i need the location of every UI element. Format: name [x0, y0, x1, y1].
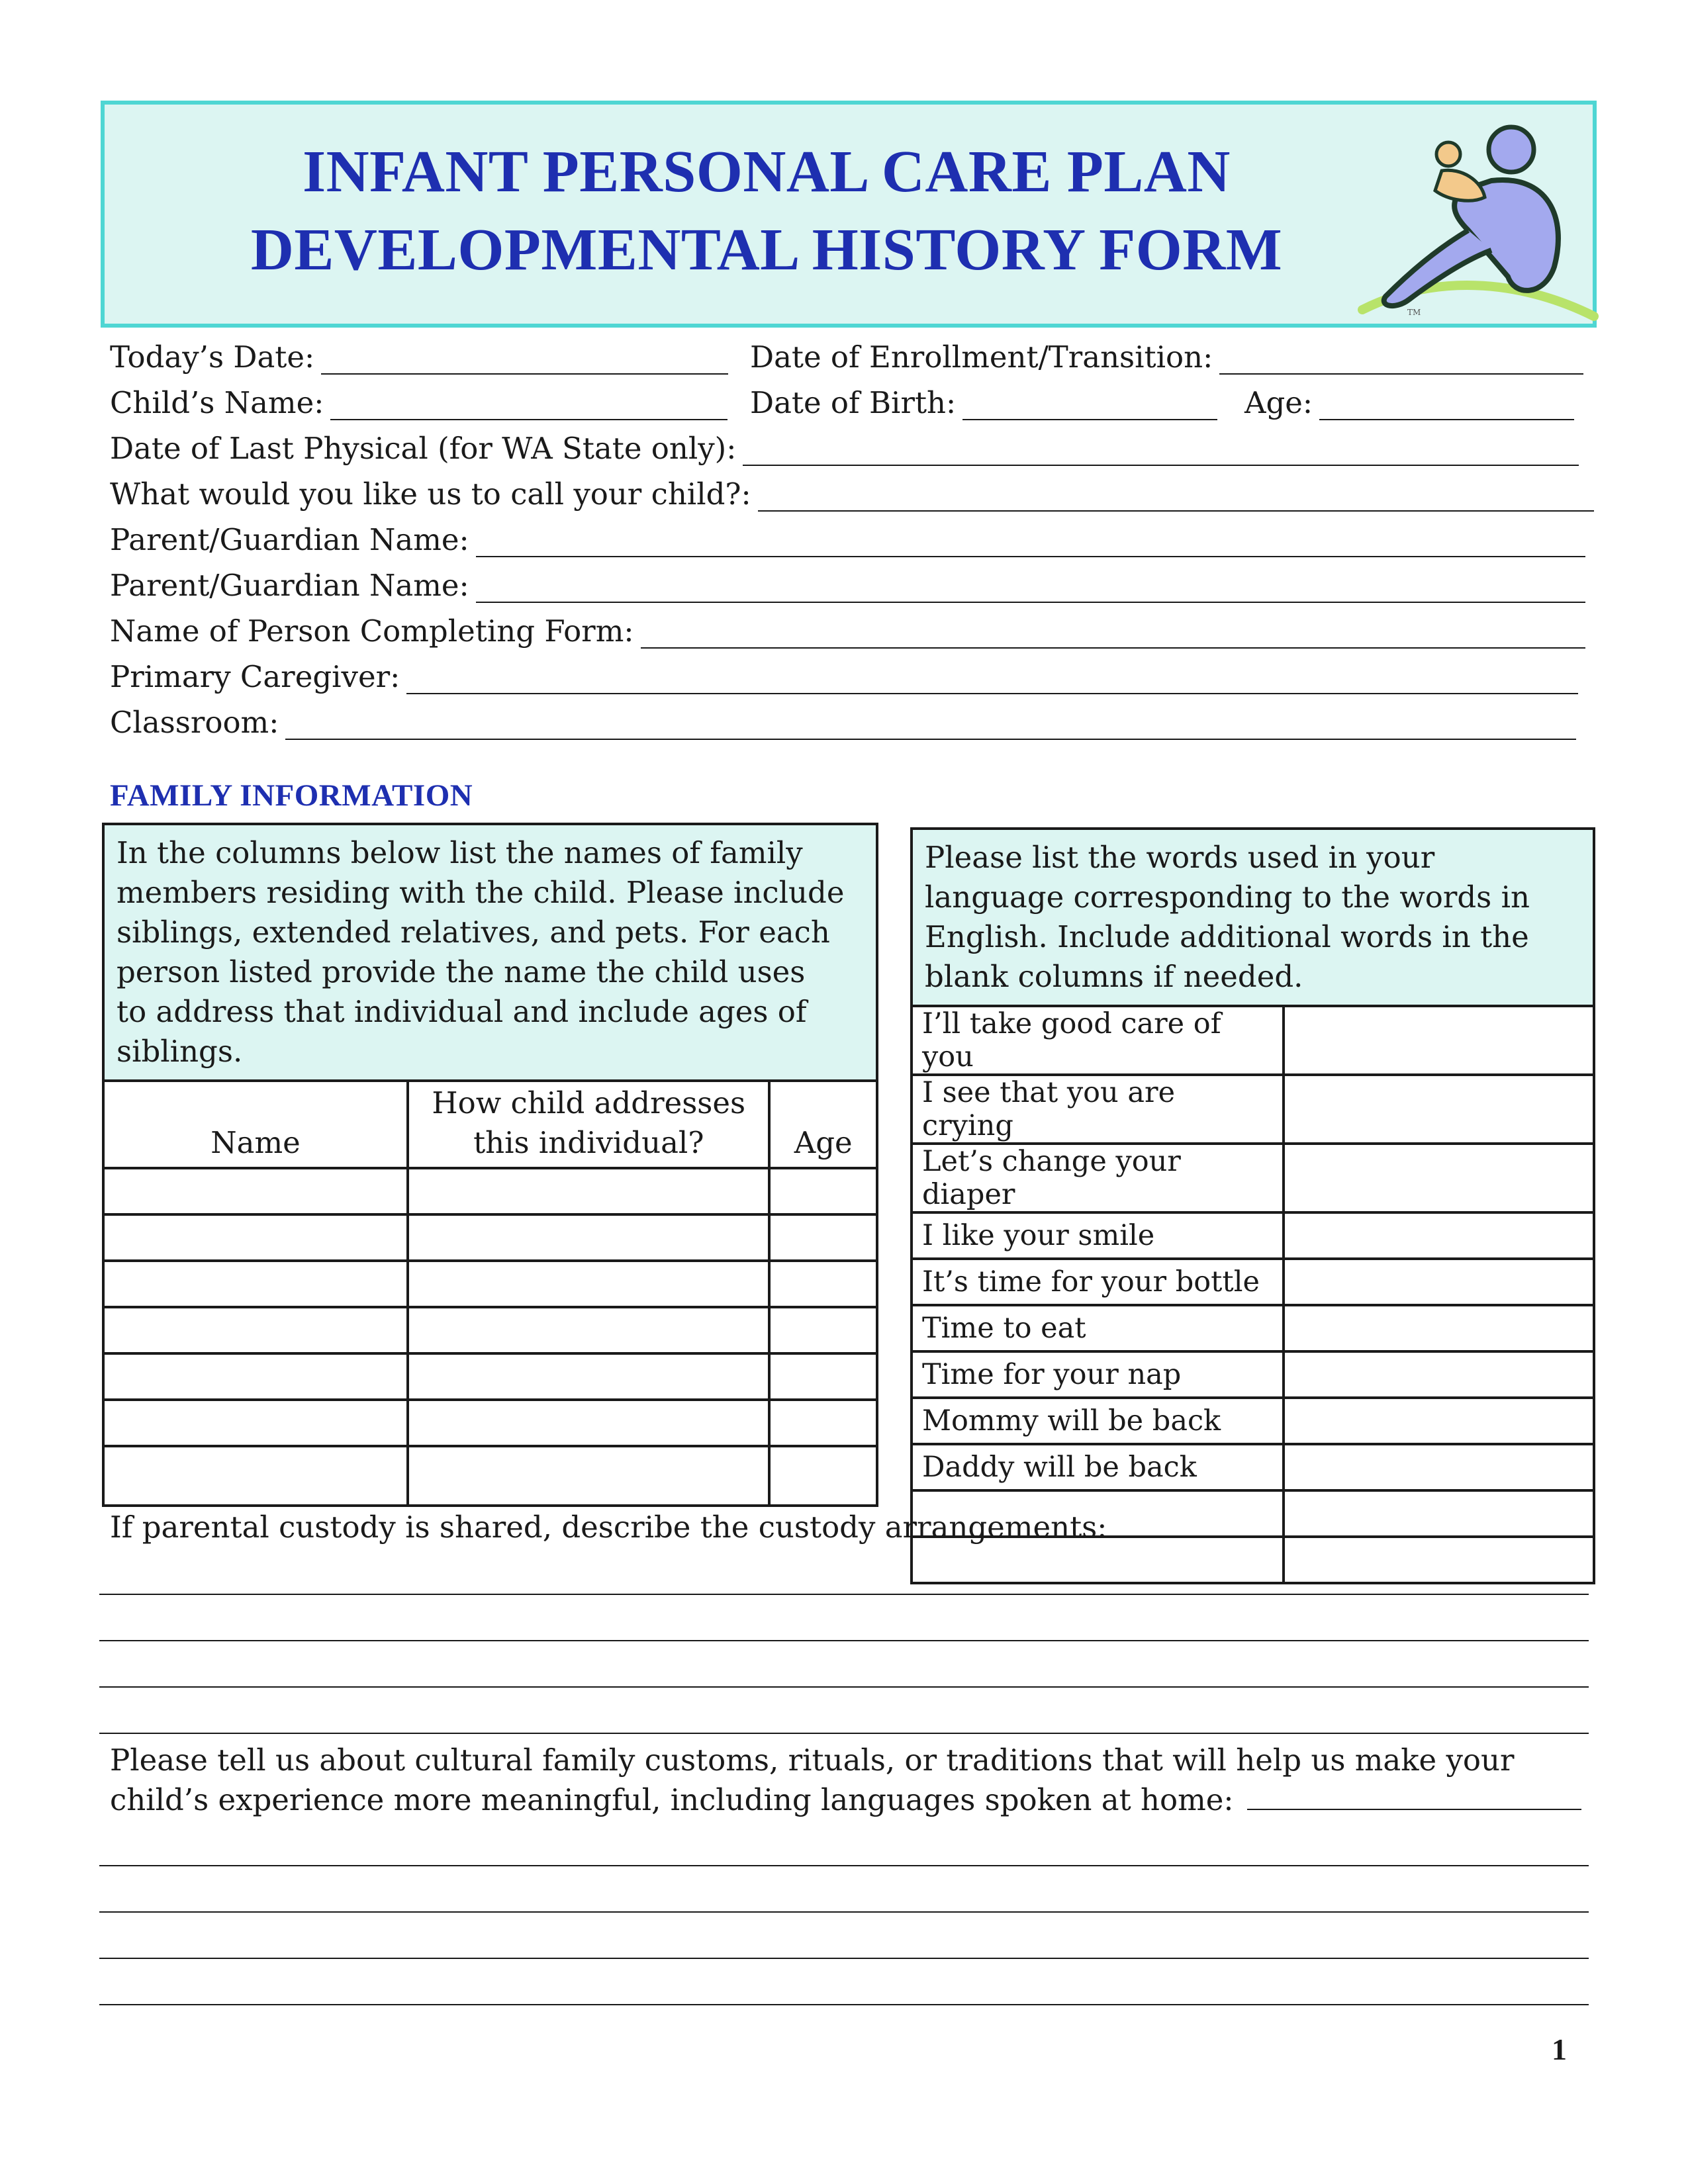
table-row: [103, 1261, 877, 1307]
age-cell[interactable]: [769, 1307, 877, 1353]
last-physical-label: Date of Last Physical (for WA State only):: [110, 431, 737, 466]
table-row: [912, 1006, 1594, 1075]
guardian-name-field-1[interactable]: [110, 522, 1585, 557]
translation-cell[interactable]: [1284, 1006, 1594, 1075]
name-cell[interactable]: [103, 1400, 408, 1446]
custody-question-label: If parental custody is shared, describe the custody arrangements:: [110, 1510, 1107, 1545]
table-row: [103, 1214, 877, 1261]
family-instructions-line: members residing with the child. Please include: [117, 875, 845, 910]
childs-name-blank[interactable]: [330, 391, 727, 420]
name-cell[interactable]: [103, 1307, 408, 1353]
call-child-blank[interactable]: [758, 482, 1594, 512]
family-information-heading: FAMILY INFORMATION: [110, 778, 473, 813]
translation-cell[interactable]: [1284, 1398, 1594, 1444]
translation-cell[interactable]: [1284, 1212, 1594, 1259]
table-row: [103, 1353, 877, 1400]
date-of-birth-blank[interactable]: [962, 391, 1217, 420]
person-completing-label: Name of Person Completing Form:: [110, 614, 634, 649]
todays-date-label: Today’s Date:: [110, 340, 315, 375]
form-title-line2: DEVELOPMENTAL HISTORY FORM: [250, 217, 1283, 283]
language-table-instructions: [912, 829, 1594, 1006]
address-cell[interactable]: [408, 1168, 769, 1214]
name-cell[interactable]: [103, 1446, 408, 1506]
table-row: [103, 1307, 877, 1353]
age-cell[interactable]: [769, 1446, 877, 1506]
age-cell[interactable]: [769, 1400, 877, 1446]
name-cell[interactable]: [103, 1353, 408, 1400]
family-instructions-line: person listed provide the name the child uses: [117, 954, 806, 989]
guardian-name-label-1: Parent/Guardian Name:: [110, 522, 469, 557]
guardian-name-field-2[interactable]: [110, 568, 1585, 603]
person-completing-blank[interactable]: [641, 619, 1585, 649]
age-label: Age:: [1244, 385, 1313, 420]
age-cell[interactable]: [769, 1261, 877, 1307]
english-phrase: Let’s change your diaper: [912, 1144, 1284, 1212]
table-row: [103, 1168, 877, 1214]
customs-answer-line[interactable]: [99, 1911, 1589, 1913]
table-row: [912, 1144, 1594, 1212]
primary-caregiver-blank[interactable]: [406, 665, 1578, 694]
language-instructions-line: language corresponding to the words in: [925, 880, 1530, 915]
address-cell[interactable]: [408, 1400, 769, 1446]
customs-answer-line[interactable]: [99, 1958, 1589, 1959]
language-instructions-line: English. Include additional words in the: [925, 919, 1529, 954]
english-phrase: Time for your nap: [912, 1351, 1284, 1398]
table-row: [912, 1444, 1594, 1490]
customs-answer-line[interactable]: [99, 1865, 1589, 1866]
english-phrase: Time to eat: [912, 1305, 1284, 1351]
translation-cell[interactable]: [1284, 1259, 1594, 1305]
custody-answer-line[interactable]: [99, 1640, 1589, 1641]
translation-cell[interactable]: [1284, 1144, 1594, 1212]
title-banner: [101, 101, 1597, 328]
todays-date-field[interactable]: [110, 340, 728, 375]
column-header-age: Age: [769, 1081, 877, 1168]
childs-name-label: Child’s Name:: [110, 385, 324, 420]
enrollment-date-label: Date of Enrollment/Transition:: [750, 340, 1213, 375]
family-members-table: [102, 823, 878, 1507]
table-row: [912, 1398, 1594, 1444]
page-number: 1: [1552, 2032, 1567, 2066]
customs-question: [110, 1741, 1581, 1820]
customs-answer-line[interactable]: [99, 2004, 1589, 2005]
english-phrase: I see that you are crying: [912, 1075, 1284, 1144]
table-row: [912, 1075, 1594, 1144]
family-instructions-line: In the columns below list the names of family: [117, 835, 803, 870]
language-words-table: [910, 827, 1595, 1584]
english-phrase: Mommy will be back: [912, 1398, 1284, 1444]
table-row: [912, 1351, 1594, 1398]
custody-answer-line[interactable]: [99, 1594, 1589, 1595]
table-row: [912, 1305, 1594, 1351]
name-cell[interactable]: [103, 1214, 408, 1261]
language-instructions-line: Please list the words used in your: [925, 840, 1435, 875]
call-child-label: What would you like us to call your child?:: [110, 477, 751, 512]
family-instructions-line: siblings, extended relatives, and pets. For each: [117, 915, 830, 950]
custody-answer-line[interactable]: [99, 1733, 1589, 1734]
call-child-field[interactable]: [110, 477, 1594, 512]
column-header-name: Name: [103, 1081, 408, 1168]
english-phrase: Daddy will be back: [912, 1444, 1284, 1490]
guardian-name-blank-2[interactable]: [476, 574, 1585, 603]
column-header-how-addressed: How child addresses this individual?: [408, 1081, 769, 1168]
custody-answer-blank[interactable]: [1121, 1508, 1568, 1537]
name-cell[interactable]: [103, 1261, 408, 1307]
form-title-line1: INFANT PERSONAL CARE PLAN: [303, 139, 1231, 205]
age-cell[interactable]: [769, 1214, 877, 1261]
translation-cell[interactable]: [1284, 1305, 1594, 1351]
last-physical-field[interactable]: [110, 431, 1579, 466]
primary-caregiver-label: Primary Caregiver:: [110, 659, 400, 694]
english-phrase: It’s time for your bottle: [912, 1259, 1284, 1305]
customs-answer-blank[interactable]: [1247, 1781, 1581, 1810]
trademark-mark: TM: [1407, 308, 1421, 317]
address-cell[interactable]: [408, 1261, 769, 1307]
table-row: [103, 1446, 877, 1506]
customs-question-line1: Please tell us about cultural family customs, rituals, or traditions that will help us make your: [110, 1743, 1515, 1778]
translation-cell[interactable]: [1284, 1075, 1594, 1144]
translation-cell[interactable]: [1284, 1351, 1594, 1398]
name-cell[interactable]: [103, 1168, 408, 1214]
guardian-name-blank-1[interactable]: [476, 528, 1585, 557]
age-cell[interactable]: [769, 1353, 877, 1400]
family-instructions-line: to address that individual and include ages of: [117, 994, 807, 1029]
parent-child-logo-icon: [1349, 118, 1601, 323]
table-row: [912, 1212, 1594, 1259]
english-phrase: I like your smile: [912, 1212, 1284, 1259]
primary-caregiver-field[interactable]: [110, 659, 1578, 694]
address-cell[interactable]: [408, 1214, 769, 1261]
custody-answer-line[interactable]: [99, 1686, 1589, 1688]
date-of-birth-label: Date of Birth:: [750, 385, 957, 420]
family-table-instructions: [103, 824, 877, 1081]
age-field[interactable]: [1244, 385, 1574, 420]
classroom-label: Classroom:: [110, 705, 279, 740]
customs-question-line2: child’s experience more meaningful, including languages spoken at home:: [110, 1782, 1234, 1817]
address-cell[interactable]: [408, 1353, 769, 1400]
table-row: [103, 1400, 877, 1446]
childs-name-field[interactable]: [110, 385, 727, 420]
english-phrase: I’ll take good care of you: [912, 1006, 1284, 1075]
enrollment-date-field[interactable]: [750, 340, 1583, 375]
age-cell[interactable]: [769, 1168, 877, 1214]
classroom-field[interactable]: [110, 705, 1576, 740]
enrollment-date-blank[interactable]: [1219, 345, 1583, 375]
last-physical-blank[interactable]: [743, 437, 1579, 466]
address-cell[interactable]: [408, 1307, 769, 1353]
family-instructions-line: siblings.: [117, 1034, 243, 1069]
date-of-birth-field[interactable]: [750, 385, 1217, 420]
todays-date-blank[interactable]: [321, 345, 728, 375]
translation-cell[interactable]: [1284, 1444, 1594, 1490]
age-blank[interactable]: [1319, 391, 1574, 420]
table-row: [912, 1259, 1594, 1305]
address-cell[interactable]: [408, 1446, 769, 1506]
custody-question: [110, 1508, 1568, 1547]
person-completing-field[interactable]: [110, 614, 1585, 649]
guardian-name-label-2: Parent/Guardian Name:: [110, 568, 469, 603]
classroom-blank[interactable]: [285, 711, 1576, 740]
language-instructions-line: blank columns if needed.: [925, 959, 1303, 994]
